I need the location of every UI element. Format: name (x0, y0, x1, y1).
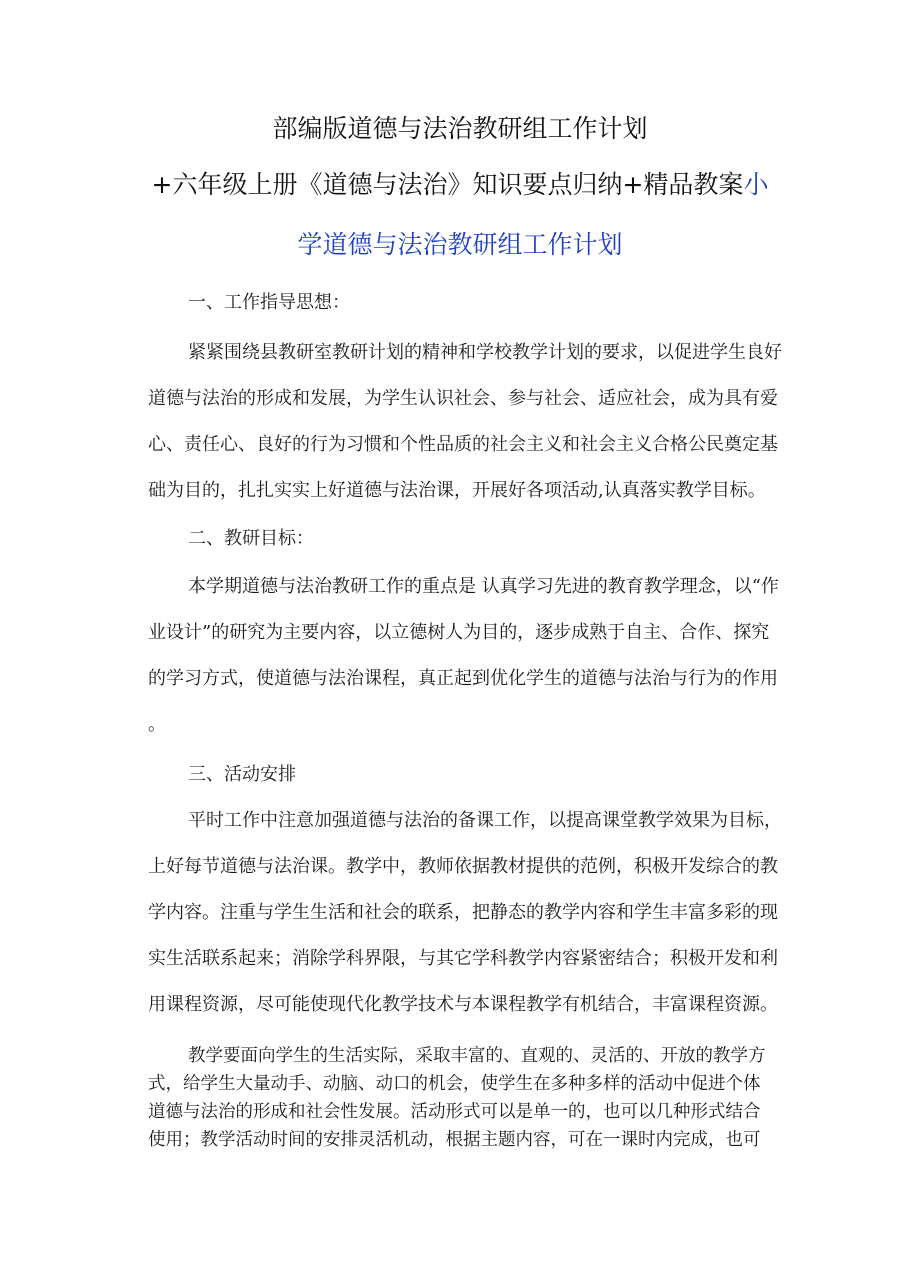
section-2-line: 业设计”的研究为主要内容，以立德树人为目的，逐步成熟于自主、合作、探究 (148, 622, 770, 643)
section-4-line: 使用；教学活动时间的安排灵活机动，根据主题内容，可在一课时内完成，也可 (148, 1130, 761, 1150)
section-3-line: 用课程资源，尽可能使现代化教学技术与本课程教学有机结合，丰富课程资源。 (148, 994, 778, 1015)
section-3-heading: 三、活动安排 (188, 764, 296, 785)
section-2-heading: 二、教研目标： (188, 528, 314, 549)
section-3-line: 学内容。注重与学生生活和社会的联系，把静态的教学内容和学生丰富多彩的现 (148, 902, 778, 923)
section-4-line: 教学要面向学生的生活实际，采取丰富的、直观的、灵活的、开放的教学方 (188, 1046, 766, 1066)
section-1-line: 础为目的，扎扎实实上好道德与法治课，开展好各项活动,认真落实教学目标。 (148, 480, 766, 501)
section-2-line: 本学期道德与法治教研工作的重点是 认真学习先进的教育教学理念，以“作 (188, 576, 779, 597)
section-1-line: 紧紧围绕县教研室教研计划的精神和学校教学计划的要求，以促进学生良好 (188, 342, 782, 363)
title-line-3: 学道德与法治教研组工作计划 (297, 230, 623, 259)
section-4-line: 式，给学生大量动手、动脑、动口的机会，使学生在多种多样的活动中促进个体 (148, 1074, 761, 1094)
title-line-2-blue: 小 (743, 170, 769, 199)
title-line-1: 部编版道德与法治教研组工作计划 (272, 114, 648, 143)
section-3-line: 平时工作中注意加强道德与法治的备课工作，以提高课堂教学效果为目标， (188, 810, 782, 831)
section-1-line: 心、责任心、良好的行为习惯和个性品质的社会主义和社会主义合格公民奠定基 (148, 434, 778, 455)
body-text (148, 0, 784, 1266)
section-3-line: 上好每节道德与法治课。教学中，教师依据教材提供的范例，积极开发综合的教 (148, 856, 778, 877)
section-1-line: 道德与法治的形成和发展，为学生认识社会、参与社会、适应社会，成为具有爱 (148, 388, 778, 409)
title-line-2-main: +六年级上册《道德与法治》知识要点归纳+精品教案 (151, 170, 744, 199)
section-2-line: 的学习方式，使道德与法治课程，真正起到优化学生的道德与法治与行为的作用 (148, 668, 778, 689)
section-1-heading: 一、工作指导思想： (188, 292, 350, 313)
section-4-line: 道德与法治的形成和社会性发展。活动形式可以是单一的，也可以几种形式结合 (148, 1102, 761, 1122)
section-3-line: 实生活联系起来；消除学科界限，与其它学科教学内容紧密结合；积极开发和利 (148, 948, 778, 969)
section-2-line: 。 (148, 714, 166, 735)
